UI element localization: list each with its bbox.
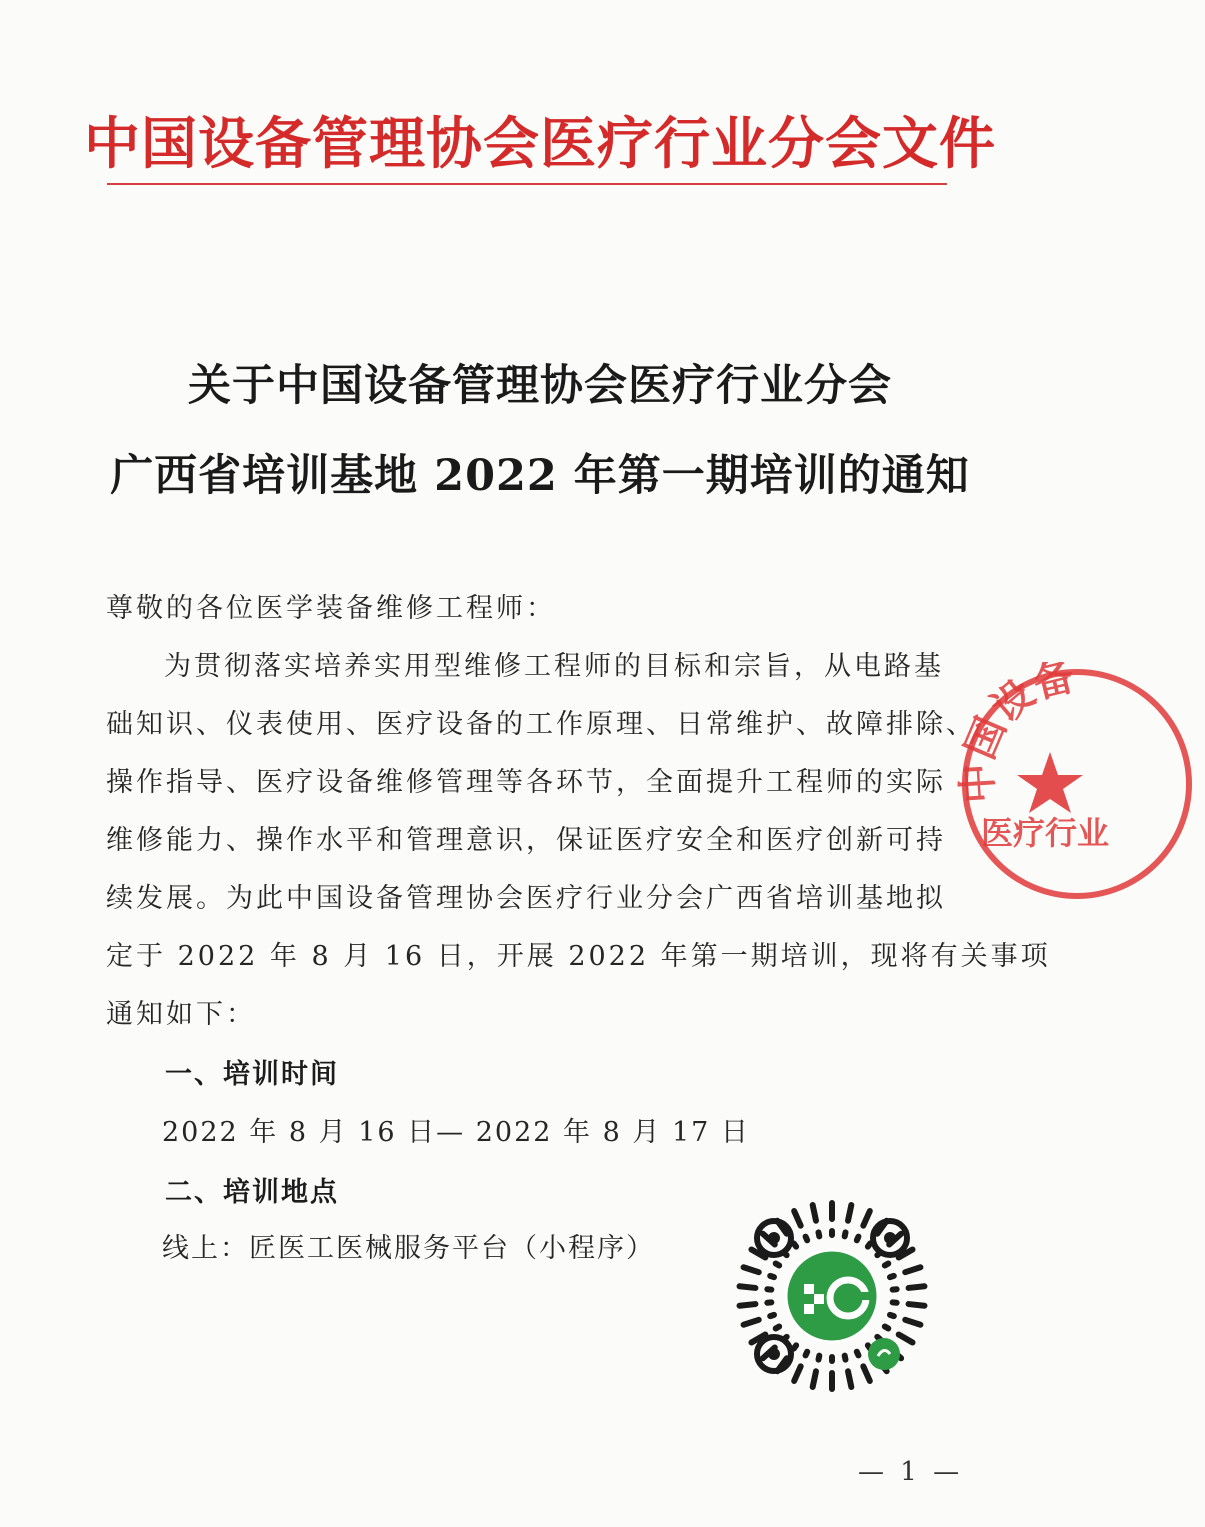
- paragraph-line: 续发展。为此中国设备管理协会医疗行业分会广西省培训基地拟: [106, 883, 946, 914]
- organization-header: 中国设备管理协会医疗行业分会文件: [84, 111, 996, 177]
- seal-icon: [955, 662, 1205, 907]
- document-title-line-1: 关于中国设备管理协会医疗行业分会: [188, 361, 892, 411]
- paragraph-line: 操作指导、医疗设备维修管理等各环节，全面提升工程师的实际: [106, 767, 946, 798]
- paragraph-line: 维修能力、操作水平和管理意识，保证医疗安全和医疗创新可持: [106, 825, 946, 856]
- salutation: 尊敬的各位医学装备维修工程师：: [106, 593, 556, 624]
- qr-code-icon: [732, 1196, 932, 1396]
- document-title-line-2: 广西省培训基地 2022 年第一期培训的通知: [110, 451, 970, 501]
- seal-top-text: 中国设备: [955, 662, 1079, 805]
- mini-program-qr-code[interactable]: [732, 1196, 932, 1396]
- header-red-rule: [107, 183, 947, 185]
- paragraph-line: 为贯彻落实培养实用型维修工程师的目标和宗旨，从电路基: [164, 651, 944, 682]
- paragraph-line: 通知如下：: [106, 999, 256, 1030]
- training-time-text: 2022 年 8 月 16 日— 2022 年 8 月 17 日: [162, 1117, 750, 1148]
- page-number: — 1 —: [858, 1457, 964, 1487]
- section-heading-training-location: 二、培训地点: [165, 1177, 339, 1208]
- section-heading-training-time: 一、培训时间: [165, 1059, 339, 1090]
- training-location-text: 线上：匠医工医械服务平台（小程序）: [162, 1233, 655, 1264]
- seal-bottom-text: 医疗行业: [981, 814, 1110, 852]
- main-paragraph: [106, 638, 1051, 1044]
- paragraph-line: 础知识、仪表使用、医疗设备的工作原理、日常维护、故障排除、: [106, 709, 976, 740]
- paragraph-line: 定于 2022 年 8 月 16 日，开展 2022 年第一期培训，现将有关事项: [106, 941, 1051, 972]
- official-seal: [955, 662, 1110, 907]
